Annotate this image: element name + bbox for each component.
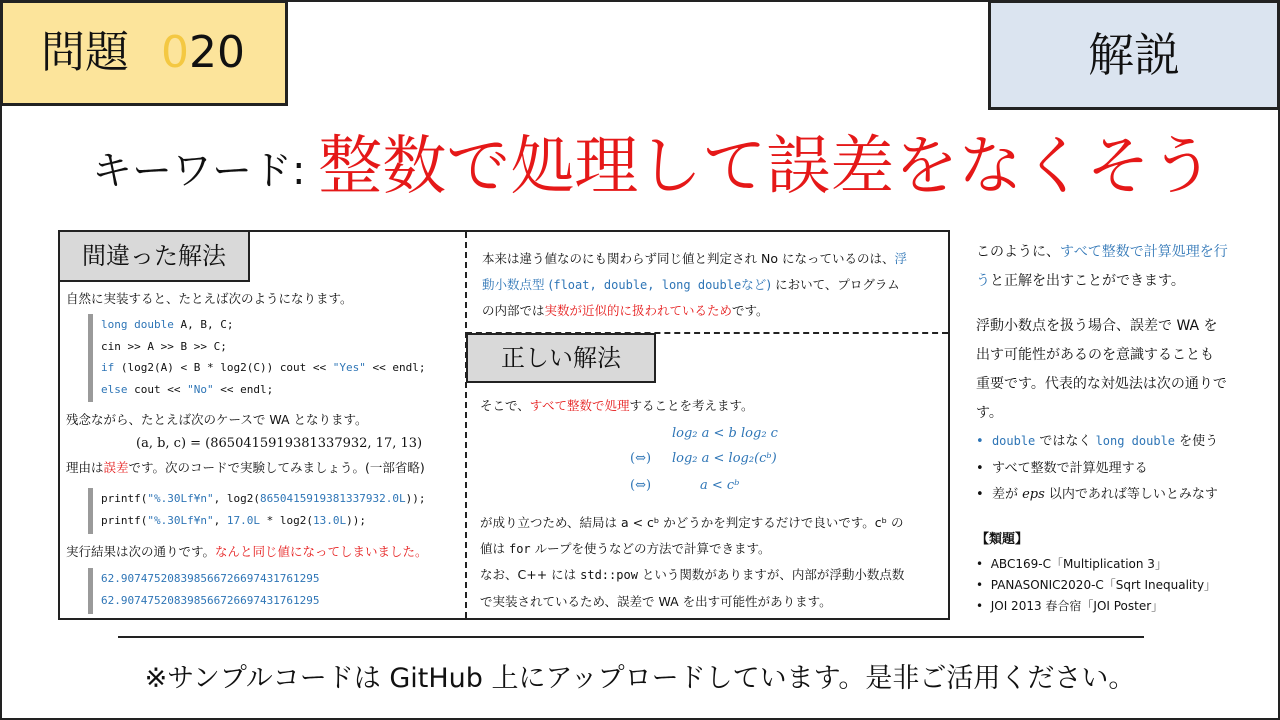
- float-text: において、プログラム: [771, 277, 900, 292]
- caution-line: 浮動小数点を扱う場合、誤差で WA を: [976, 318, 1218, 334]
- keyword-text: 整数で処理して誤差をなくそう: [318, 130, 1215, 204]
- correct-code: std::pow: [580, 568, 638, 582]
- code-block-2: [88, 488, 426, 534]
- code-block-1: [88, 314, 426, 402]
- output-line: 62.907475208398566726697431761295: [101, 572, 320, 585]
- related-item: • ABC169-C「Multiplication 3」: [976, 557, 1167, 571]
- vertical-divider: [465, 232, 467, 618]
- code-number: 8650415919381337932.0L: [259, 492, 406, 505]
- code-number: 17.0L: [226, 513, 260, 527]
- code-keyword: else: [101, 382, 128, 396]
- related-item: • JOI 2013 春合宿「JOI Poster」: [976, 599, 1164, 613]
- code-string: "No": [187, 382, 214, 396]
- equiv-2: (⇔): [630, 478, 652, 493]
- related-item: • PANASONIC2020-C「Sqrt Inequality」: [976, 578, 1217, 592]
- related-title: 【類題】: [976, 532, 1029, 547]
- problem-number-dim: 0: [161, 27, 189, 78]
- correct-text: という関数がありますが、内部が浮動小数点数: [637, 567, 905, 582]
- code-text: cin >> A >> B >> C;: [101, 339, 227, 353]
- correct-text: 値は: [480, 540, 509, 556]
- code-text: ));: [346, 513, 366, 527]
- code-text: printf(: [101, 513, 148, 527]
- float-blue: 浮: [894, 251, 907, 266]
- code-string: "Yes": [332, 361, 366, 374]
- footer-note: ※サンプルコードは GitHub 上にアップロードしています。是非ご活用ください。: [144, 663, 1136, 694]
- float-text: です。: [732, 303, 769, 318]
- float-red: 実数が近似的に扱われているため: [544, 303, 733, 318]
- equation-1: log₂ a < b log₂ c: [672, 426, 778, 441]
- method-item-3: • 差が eps 以内であれば等しいとみなす: [976, 487, 1218, 502]
- method-text: を使う: [1175, 434, 1219, 449]
- related-text: PANASONIC2020-C「Sqrt Inequality」: [990, 578, 1217, 592]
- summary-paragraph: [976, 238, 1266, 296]
- method-code: double: [991, 434, 1036, 448]
- summary-blue: すべて整数で計算処理を行: [1060, 244, 1228, 260]
- correct-post: することを考えます。: [629, 398, 754, 413]
- summary-text: と正解を出すことができます。: [990, 273, 1185, 289]
- keyword-line: [92, 132, 1214, 206]
- float-text: 本来は違う値なのにも関わらず同じ値と判定され No になっているのは、: [482, 251, 895, 266]
- correct-text: で実装されているため、誤差で WA を出す可能性があります。: [480, 593, 832, 609]
- result-text: [66, 542, 428, 562]
- code-text: , log2(: [213, 492, 260, 505]
- method-eps: eps: [1022, 487, 1045, 502]
- code-number: 13.0L: [312, 513, 347, 527]
- problem-number: 20: [189, 27, 245, 78]
- method-text: 差が: [991, 487, 1023, 502]
- correct-red: すべて整数で処理: [529, 398, 630, 413]
- footer-divider: [118, 636, 1144, 638]
- code-text: ,: [213, 513, 227, 527]
- correct-text: なお、C++ には: [480, 567, 581, 582]
- method-item-1: • double ではなく long double を使う: [976, 434, 1219, 449]
- float-explanation: [482, 246, 907, 324]
- result-pre: 実行結果は次の通りです。: [66, 544, 216, 559]
- case-text: 残念ながら、たとえば次のケースで WA となります。: [66, 412, 368, 427]
- float-text: の内部では: [482, 303, 545, 318]
- code-text: printf(: [101, 492, 148, 505]
- caution-paragraph: [976, 312, 1266, 428]
- code-string: "%.30Lf¥n": [147, 492, 214, 505]
- caution-line: 重要です。代表的な対処法は次の通りで: [976, 376, 1227, 392]
- wrong-solution-tag: 間違った解法: [58, 230, 250, 282]
- method-item-2: • すべて整数で計算処理する: [976, 461, 1148, 476]
- method-text: 以内であれば等しいとみなす: [1044, 487, 1218, 502]
- correct-text: が成り立つため、結局は a < cᵇ かどうかを判定するだけで良いです。cᵇ の: [480, 515, 904, 530]
- float-blue: 動小数点型 (: [482, 277, 554, 292]
- explanation-box: 解説: [988, 0, 1280, 110]
- float-blue: など): [741, 277, 772, 292]
- reason-red: 誤差: [103, 460, 129, 475]
- code-string: "%.30Lf¥n": [147, 513, 214, 527]
- reason-post: です。次のコードで実験してみましょう。(一部省略): [128, 460, 425, 475]
- correct-explanation: [480, 510, 904, 614]
- code-text: A, B, C;: [173, 318, 234, 331]
- result-red: なんと同じ値になってしまいました。: [215, 544, 428, 559]
- equation-2: log₂ a < log₂(cᵇ): [672, 451, 777, 466]
- wrong-intro: 自然に実装すると、たとえば次のようになります。: [66, 291, 353, 306]
- case-formula: (a, b, c) = (8650415919381337932, 17, 13): [136, 436, 423, 451]
- output-block: [88, 568, 320, 614]
- output-line: 62.907475208398566726697431761295: [101, 593, 320, 607]
- method-text: すべて整数で計算処理する: [991, 461, 1148, 476]
- reason-pre: 理由は: [66, 460, 104, 475]
- code-text: * log2(: [259, 513, 313, 527]
- code-keyword: if: [101, 361, 115, 374]
- caution-line: す。: [976, 405, 1003, 421]
- correct-text: ループを使うなどの方法で計算できます。: [530, 540, 771, 556]
- related-text: ABC169-C「Multiplication 3」: [990, 557, 1167, 571]
- keyword-label: キーワード:: [92, 148, 306, 194]
- related-text: JOI 2013 春合宿「JOI Poster」: [990, 599, 1164, 613]
- caution-line: 出す可能性があるのを意識することも: [976, 347, 1214, 363]
- code-text: (log2(A) < B * log2(C)) cout <<: [114, 361, 333, 374]
- summary-text: このように、: [976, 244, 1060, 260]
- method-code: long double: [1095, 434, 1176, 448]
- code-text: ));: [405, 492, 426, 505]
- correct-solution-tag: 正しい解法: [466, 333, 656, 383]
- correct-code: for: [508, 541, 531, 556]
- correct-pre: そこで、: [480, 398, 530, 413]
- equiv-1: (⇔): [630, 451, 652, 466]
- reason-text: [66, 458, 425, 478]
- equation-3: a < cᵇ: [700, 478, 740, 493]
- problem-label: 問題: [41, 27, 129, 78]
- problem-number-box: [0, 0, 288, 106]
- correct-intro: [480, 396, 754, 416]
- method-text: ではなく: [1035, 434, 1096, 449]
- summary-blue: う: [976, 273, 990, 289]
- code-text: << endl;: [365, 361, 426, 374]
- code-text: cout <<: [127, 382, 188, 396]
- code-text: << endl;: [213, 382, 274, 396]
- float-types: float, double, long double: [553, 278, 742, 292]
- code-keyword: long double: [101, 318, 174, 331]
